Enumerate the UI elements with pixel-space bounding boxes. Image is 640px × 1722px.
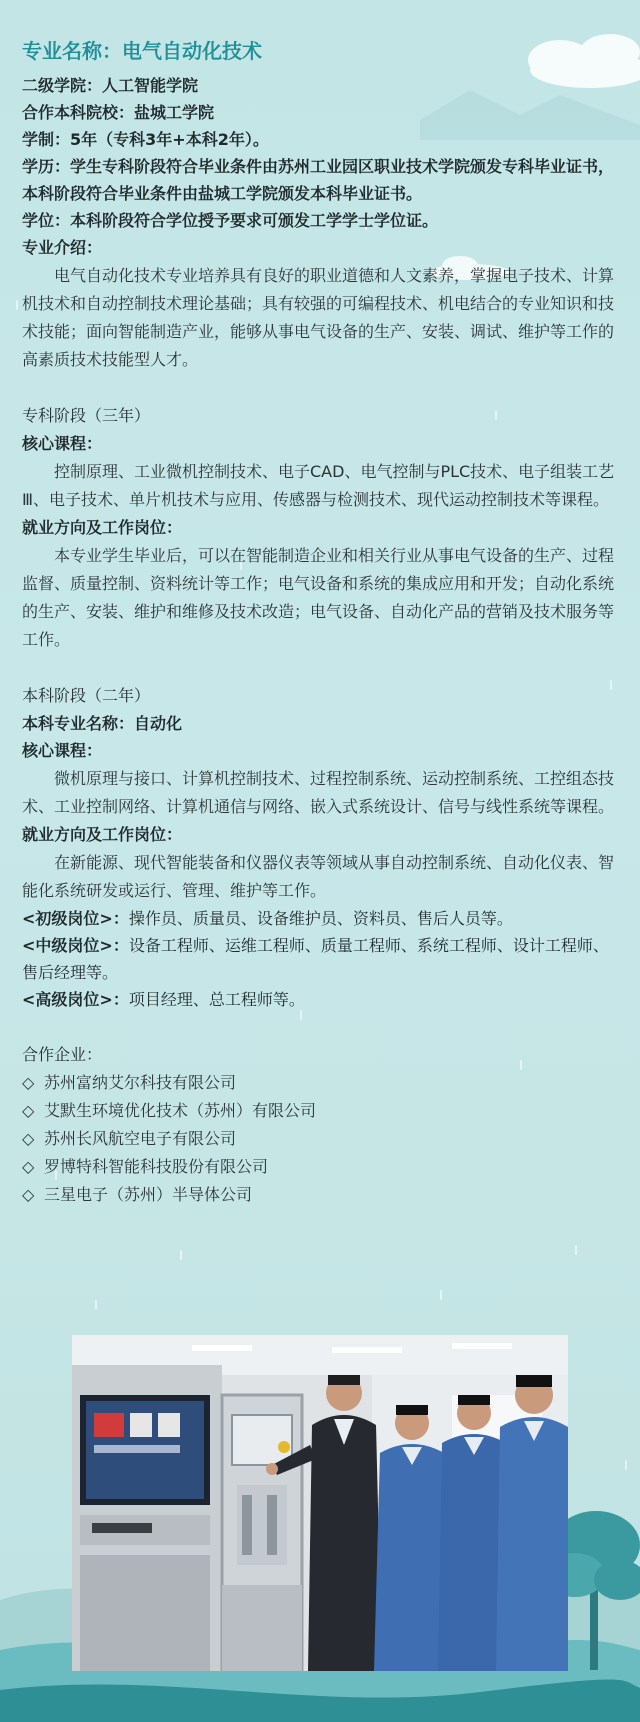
partners-list xyxy=(22,1069,620,1209)
degree-label: 学位： xyxy=(22,211,71,230)
partner-university-label: 合作本科院校： xyxy=(22,103,135,122)
junior-post-value: 操作员、质量员、设备维护员、资料员、售后人员等。 xyxy=(128,909,513,928)
diamond-icon: ◇ xyxy=(22,1073,35,1092)
list-item xyxy=(22,1069,620,1097)
spacer xyxy=(22,374,620,402)
spacer xyxy=(22,654,620,682)
middle-post-value: 设备工程师、运维工程师、质量工程师、系统工程师、设计工程师、售后经理等。 xyxy=(22,936,609,982)
degree-value: 本科阶段符合学位授予要求可颁发工学学士学位证。 xyxy=(70,211,439,230)
bachelor-courses-text: 微机原理与接口、计算机控制技术、过程控制系统、运动控制系统、工控组态技术、工业控制网络、计算机通信与网络、嵌入式系统设计、信号与线性系统等课程。 xyxy=(22,769,615,816)
program-info xyxy=(22,38,620,1209)
partner-name: 罗博特科智能科技股份有限公司 xyxy=(44,1157,269,1176)
list-item xyxy=(22,1153,620,1181)
diamond-icon: ◇ xyxy=(22,1185,35,1204)
college-line xyxy=(22,72,620,99)
partner-university-value: 盐城工学院 xyxy=(134,103,215,122)
middle-post-label: <中级岗位>： xyxy=(22,936,129,955)
partner-university-line xyxy=(22,99,620,126)
diamond-icon: ◇ xyxy=(22,1101,35,1120)
duration-label: 学制： xyxy=(22,130,71,149)
bachelor-major-label: 本科专业名称： xyxy=(22,714,135,733)
diploma-label: 学历： xyxy=(22,157,71,176)
senior-post-label: <高级岗位>： xyxy=(22,990,129,1009)
college-stage-heading: 专科阶段（三年） xyxy=(22,406,151,425)
bachelor-major-line xyxy=(22,710,620,737)
diploma-value: 学生专科阶段符合毕业条件由苏州工业园区职业技术学院颁发专科毕业证书，本科阶段符合毕业条件由盐城工学院颁发本科毕业证书。 xyxy=(22,157,615,203)
list-item xyxy=(22,1181,620,1209)
intro-label: 专业介绍： xyxy=(22,238,103,257)
junior-post-line xyxy=(22,905,620,932)
page-title: 专业名称：电气自动化技术 xyxy=(22,39,262,63)
college-courses-text: 控制原理、工业微机控制技术、电子CAD、电气控制与PLC技术、电子组装工艺Ⅲ、电子技术、单片机技术与应用、传感器与检测技术、现代运动控制技术等课程。 xyxy=(22,462,615,509)
college-value: 人工智能学院 xyxy=(102,76,199,95)
senior-post-value: 项目经理、总工程师等。 xyxy=(128,990,305,1009)
partner-name: 苏州富纳艾尔科技有限公司 xyxy=(44,1073,237,1092)
partner-name: 三星电子（苏州）半导体公司 xyxy=(44,1185,253,1204)
junior-post-label: <初级岗位>： xyxy=(22,909,129,928)
diamond-icon: ◇ xyxy=(22,1129,35,1148)
degree-line xyxy=(22,207,620,234)
partner-name: 艾默生环境优化技术（苏州）有限公司 xyxy=(44,1101,317,1120)
bachelor-stage-heading: 本科阶段（二年） xyxy=(22,686,151,705)
intro-text: 电气自动化技术专业培养具有良好的职业道德和人文素养，掌握电子技术、计算机技术和自动控制技术理论基础；具有较强的可编程技术、机电结合的专业知识和技术技能；面向智能制造产业，能够从事电气设备的生产、安装、调试、维护等工作的高素质技术技能型人才。 xyxy=(22,266,615,369)
college-label: 二级学院： xyxy=(22,76,103,95)
duration-line xyxy=(22,126,620,153)
college-jobs-label: 就业方向及工作岗位： xyxy=(22,518,183,537)
spacer xyxy=(22,1013,620,1041)
college-jobs-text: 本专业学生毕业后，可以在智能制造企业和相关行业从事电气设备的生产、过程监督、质量控制、资料统计等工作；电气设备和系统的集成应用和开发；自动化系统的生产、安装、维护和维修及技术改造；电气设备、自动化产品的营销及技术服务等工作。 xyxy=(22,546,615,649)
senior-post-line xyxy=(22,986,620,1013)
bachelor-major-value: 自动化 xyxy=(134,714,183,733)
diamond-icon: ◇ xyxy=(22,1157,35,1176)
diploma-line xyxy=(22,153,620,207)
partner-name: 苏州长风航空电子有限公司 xyxy=(44,1129,237,1148)
list-item xyxy=(22,1125,620,1153)
list-item xyxy=(22,1097,620,1125)
bachelor-courses-label: 核心课程： xyxy=(22,741,103,760)
college-courses-label: 核心课程： xyxy=(22,434,103,453)
middle-post-line xyxy=(22,932,620,986)
partners-heading: 合作企业： xyxy=(22,1045,103,1064)
duration-value: 5年（专科3年+本科2年）。 xyxy=(70,130,269,149)
bachelor-jobs-text: 在新能源、现代智能装备和仪器仪表等领域从事自动控制系统、自动化仪表、智能化系统研发或运行、管理、维护等工作。 xyxy=(22,853,615,900)
bachelor-jobs-label: 就业方向及工作岗位： xyxy=(22,825,183,844)
lab-photo xyxy=(72,1335,568,1671)
